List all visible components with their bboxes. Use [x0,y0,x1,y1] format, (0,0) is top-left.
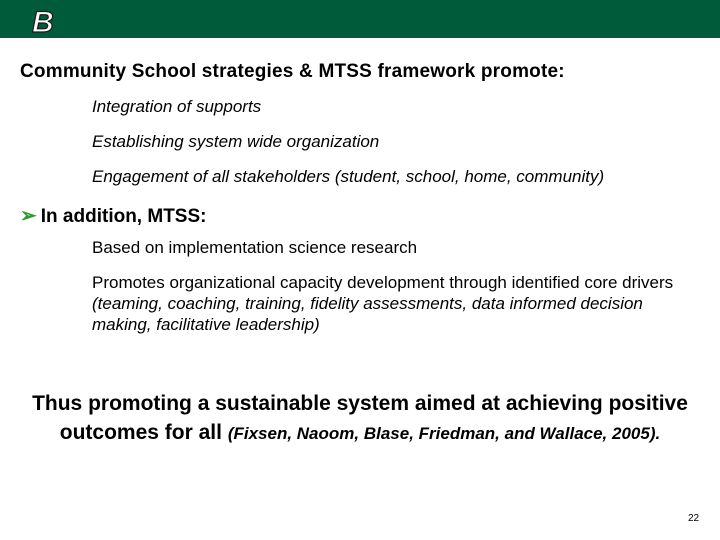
page-number: 22 [688,513,700,524]
svg-text:B: B [32,6,54,36]
mtss-heading: In addition, MTSS: [40,206,207,227]
mtss-item-research: Based on implementation science research [92,238,418,257]
capacity-text: Promotes organizational capacity development through identified core drivers [92,273,674,292]
mtss-heading-row [20,203,206,228]
promote-item-organization: Establishing system wide organization [92,132,380,151]
mtss-item-capacity [92,272,702,335]
conclusion-statement [20,389,700,448]
slide-heading: Community School strategies & MTSS framework promote: [20,61,565,82]
promote-item-integration: Integration of supports [92,97,262,116]
conclusion-text: Thus promoting a sustainable system aimed at achieving positive outcomes for all [32,392,688,444]
arrow-bullet-icon: ➢ [20,205,37,227]
university-b-logo [28,6,72,36]
capacity-detail: (teaming, coaching, training, fidelity assessments, data informed decision making, facilitative leadership) [92,294,643,334]
header-bar [0,0,720,38]
promote-item-engagement: Engagement of all stakeholders (student, school, home, community) [92,167,605,186]
citation: (Fixsen, Naoom, Blase, Friedman, and Wallace, 2005). [227,424,661,443]
